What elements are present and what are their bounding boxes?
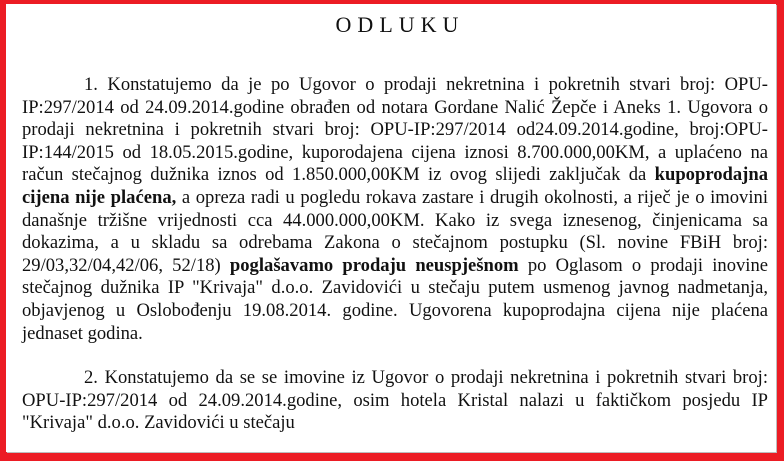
paragraph-text: po Oglasom o prodaji inovine stečajnog dužnika IP "Krivaja" d.o.o. Zavidovići u stečaju putem usmenog javnog nadmetanja, objavjenog u Oslobođenju 19.08.2014. godine. Ugovorena kupoprodajna cijena nije plaćena jednaset godina. bbox=[22, 254, 768, 344]
document-title: ODLUKU bbox=[335, 12, 465, 37]
paragraph-1 bbox=[22, 74, 768, 345]
paragraph-number: 1. bbox=[84, 74, 98, 95]
bold-phrase-sale-unsuccessful: poglašavamo prodaju neuspješnom bbox=[229, 254, 519, 276]
paragraph-text: Konstatujemo da je po Ugovor o prodaji nekretnina i pokretnih stvari broj: OPU-IP:297/2014 od 24.09.2014.godine obrađen od notara Gordane Nalić Žepče i Aneks 1. Ugovora o prodaji nekretnina i pokretnih stvari broj: OPU-IP:297/2014 od24.09.2014.godine, broj:OPU-IP:144/2015 od 18.05.2015.godine, kuporodajena cijena iznosi 8.700.000,00KM, a uplaćeno na račun stečajnog dužnika iznos od 1.850.000,00KM iz ovog slijedi zaključak da bbox=[22, 74, 768, 186]
bold-phrase-price-not-paid: kupoprodajna cijena nije plaćena, bbox=[22, 164, 768, 208]
paragraph-text: a opreza radi u pogledu rokava zastare i drugih okolnosti, a riječ je o imovini današnje tržišne vrijednosti cca 44.000.000,00KM. Kako iz svega iznesenog, činjenicama sa dokazima, a u skladu sa odrebama Zakona o stečajnom postupku (Sl. novine FBiH broj: 29/03,32/04,42/06, 52/18) bbox=[22, 186, 768, 276]
paragraph-2 bbox=[22, 367, 768, 435]
paragraph-text: Konstatujemo da se se imovine iz Ugovor o prodaji nekretnina i pokretnih stvari broj: OPU-IP:297/2014 od 24.09.2014.godine, osim hotela Kristal nalazi u faktičkom posjedu IP "Krivaja" d.o.o. Zavidovići u stečaju bbox=[22, 367, 768, 434]
document-frame bbox=[6, 4, 776, 452]
paragraph-number: 2. bbox=[84, 367, 98, 389]
document-body bbox=[6, 4, 776, 435]
